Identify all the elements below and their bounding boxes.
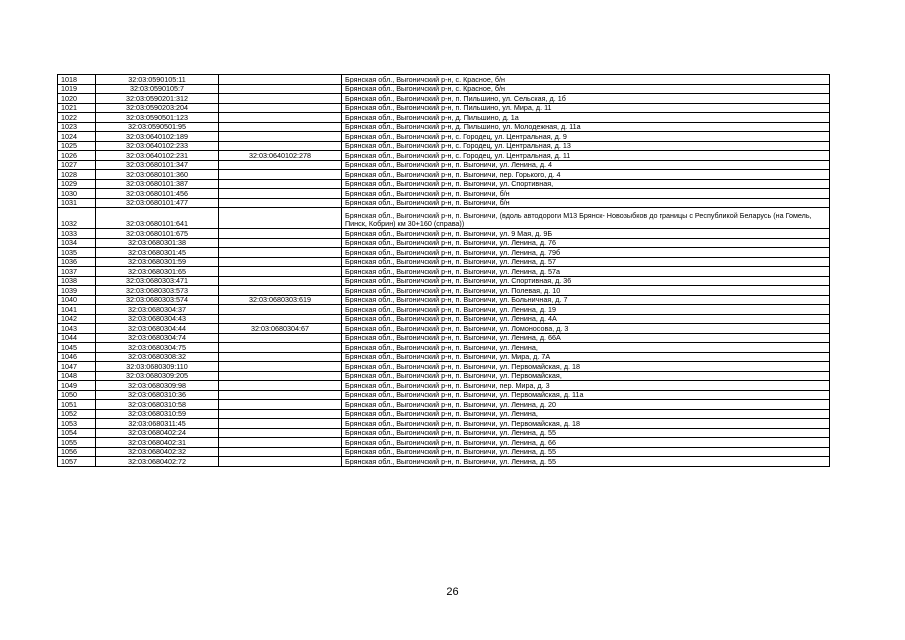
cadastral-number-cell: 32:03:0590105:11 [96,75,219,85]
cadastral-number-cell: 32:03:0680303:574 [96,295,219,305]
cadastral-number-cell: 32:03:0590105:7 [96,84,219,94]
address-cell: Брянская обл., Выгоничский р-н, п. Выгоничи, пер. Мира, д. 3 [342,381,830,391]
row-number-cell: 1056 [58,447,96,457]
cadastral-number-cell: 32:03:0680301:45 [96,248,219,258]
address-cell: Брянская обл., Выгоничский р-н, п. Выгоничи, ул. Ленина, д. 57а [342,267,830,277]
row-number-cell: 1039 [58,286,96,296]
address-cell: Брянская обл., Выгоничский р-н, д. Пильшино, д. 1а [342,113,830,123]
row-number-cell: 1042 [58,314,96,324]
linked-cadastral-number-cell [219,381,342,391]
linked-cadastral-number-cell [219,352,342,362]
address-cell: Брянская обл., Выгоничский р-н, с. Красное, б/н [342,84,830,94]
cadastral-number-cell: 32:03:0680310:36 [96,390,219,400]
cadastral-number-cell: 32:03:0680101:456 [96,189,219,199]
cadastral-number-cell: 32:03:0680310:59 [96,409,219,419]
table-row [58,141,830,151]
linked-cadastral-number-cell [219,238,342,248]
table-row [58,170,830,180]
cadastral-number-cell: 32:03:0680309:98 [96,381,219,391]
table-row [58,447,830,457]
row-number-cell: 1041 [58,305,96,315]
row-number-cell: 1031 [58,198,96,208]
linked-cadastral-number-cell: 32:03:0640102:278 [219,151,342,161]
row-number-cell: 1054 [58,428,96,438]
row-number-cell: 1025 [58,141,96,151]
linked-cadastral-number-cell [219,198,342,208]
address-cell: Брянская обл., Выгоничский р-н, п. Выгоничи, ул. Полевая, д. 10 [342,286,830,296]
cadastral-number-cell: 32:03:0680301:38 [96,238,219,248]
table-row [58,457,830,467]
table-row [58,132,830,142]
address-cell: Брянская обл., Выгоничский р-н, с. Городец, ул. Центральная, д. 11 [342,151,830,161]
row-number-cell: 1030 [58,189,96,199]
address-cell: Брянская обл., Выгоничский р-н, п. Выгоничи, ул. Ленина, д. 4 [342,160,830,170]
address-cell: Брянская обл., Выгоничский р-н, п. Выгоничи, ул. Ленина, д. 76 [342,238,830,248]
address-cell: Брянская обл., Выгоничский р-н, с. Красное, б/н [342,75,830,85]
cadastral-number-cell: 32:03:0590501:95 [96,122,219,132]
cadastral-number-cell: 32:03:0680311:45 [96,419,219,429]
cadastral-number-cell: 32:03:0680309:110 [96,362,219,372]
cadastral-number-cell: 32:03:0680402:72 [96,457,219,467]
row-number-cell: 1023 [58,122,96,132]
row-number-cell: 1047 [58,362,96,372]
table-row [58,390,830,400]
row-number-cell: 1022 [58,113,96,123]
address-cell: Брянская обл., Выгоничский р-н, п. Выгоничи, ул. Спортивная, [342,179,830,189]
table-row [58,257,830,267]
table-row [58,428,830,438]
address-cell: Брянская обл., Выгоничский р-н, п. Выгоничи, ул. Ленина, [342,409,830,419]
table-row [58,438,830,448]
table-row [58,238,830,248]
table-row [58,276,830,286]
linked-cadastral-number-cell [219,447,342,457]
linked-cadastral-number-cell [219,122,342,132]
row-number-cell: 1053 [58,419,96,429]
row-number-cell: 1040 [58,295,96,305]
linked-cadastral-number-cell [219,362,342,372]
address-cell: Брянская обл., Выгоничский р-н, п. Выгоничи, ул. Ленина, д. 57 [342,257,830,267]
linked-cadastral-number-cell [219,457,342,467]
address-cell: Брянская обл., Выгоничский р-н, п. Выгоничи, ул. Ленина, д. 19 [342,305,830,315]
cadastral-number-cell: 32:03:0680308:32 [96,352,219,362]
cadastral-number-cell: 32:03:0680310:58 [96,400,219,410]
table-row [58,286,830,296]
cadastral-number-cell: 32:03:0680304:75 [96,343,219,353]
linked-cadastral-number-cell [219,208,342,229]
address-cell: Брянская обл., Выгоничский р-н, п. Выгоничи, ул. Ленина, д. 55 [342,447,830,457]
table-row [58,84,830,94]
cadastral-number-cell: 32:03:0640102:233 [96,141,219,151]
address-cell: Брянская обл., Выгоничский р-н, п. Выгоничи, ул. Ленина, д. 20 [342,400,830,410]
address-cell: Брянская обл., Выгоничский р-н, п. Выгоничи, (вдоль автодороги М13 Брянск- Новозыбков до границы с Республикой Беларусь (на Гомель, Пинск, Кобрин) км 30+160 (справа)) [342,208,830,229]
address-cell: Брянская обл., Выгоничский р-н, п. Пильшино, ул. Сельская, д. 1б [342,94,830,104]
row-number-cell: 1018 [58,75,96,85]
address-cell: Брянская обл., Выгоничский р-н, п. Выгоничи, пер. Горького, д. 4 [342,170,830,180]
table-row [58,314,830,324]
row-number-cell: 1045 [58,343,96,353]
address-cell: Брянская обл., Выгоничский р-н, п. Выгоничи, б/н [342,189,830,199]
cadastral-number-cell: 32:03:0680101:477 [96,198,219,208]
address-cell: Брянская обл., Выгоничский р-н, п. Выгоничи, ул. Первомайская, д. 18 [342,419,830,429]
table-row [58,400,830,410]
address-cell: Брянская обл., Выгоничский р-н, п. Выгоничи, ул. Больничная, д. 7 [342,295,830,305]
table-row [58,208,830,229]
linked-cadastral-number-cell [219,257,342,267]
table-row [58,179,830,189]
row-number-cell: 1020 [58,94,96,104]
table-row [58,324,830,334]
address-cell: Брянская обл., Выгоничский р-н, п. Выгоничи, ул. Первомайская, [342,371,830,381]
cadastral-number-cell: 32:03:0640102:231 [96,151,219,161]
cadastral-number-cell: 32:03:0680304:44 [96,324,219,334]
cadastral-number-cell: 32:03:0590203:204 [96,103,219,113]
row-number-cell: 1055 [58,438,96,448]
row-number-cell: 1019 [58,84,96,94]
table-row [58,419,830,429]
address-cell: Брянская обл., Выгоничский р-н, с. Городец, ул. Центральная, д. 13 [342,141,830,151]
row-number-cell: 1050 [58,390,96,400]
table-row [58,295,830,305]
cadastral-number-cell: 32:03:0680303:573 [96,286,219,296]
row-number-cell: 1046 [58,352,96,362]
table-row [58,381,830,391]
row-number-cell: 1026 [58,151,96,161]
linked-cadastral-number-cell [219,314,342,324]
row-number-cell: 1033 [58,229,96,239]
cadastral-number-cell: 32:03:0680301:59 [96,257,219,267]
page-number: 26 [446,586,459,598]
address-cell: Брянская обл., Выгоничский р-н, п. Выгоничи, ул. Ленина, д. 66 [342,438,830,448]
linked-cadastral-number-cell [219,248,342,258]
table-row [58,362,830,372]
address-cell: Брянская обл., Выгоничский р-н, п. Выгоничи, ул. 9 Мая, д. 9Б [342,229,830,239]
cadastral-number-cell: 32:03:0640102:189 [96,132,219,142]
cadastral-number-cell: 32:03:0680304:37 [96,305,219,315]
cadastral-number-cell: 32:03:0590201:312 [96,94,219,104]
linked-cadastral-number-cell [219,94,342,104]
linked-cadastral-number-cell: 32:03:0680304:67 [219,324,342,334]
linked-cadastral-number-cell [219,343,342,353]
linked-cadastral-number-cell [219,390,342,400]
cadastral-number-cell: 32:03:0590501:123 [96,113,219,123]
address-cell: Брянская обл., Выгоничский р-н, п. Выгоничи, ул. Ленина, д. 4А [342,314,830,324]
linked-cadastral-number-cell [219,267,342,277]
table-row [58,122,830,132]
address-cell: Брянская обл., Выгоничский р-н, п. Выгоничи, ул. Ленина, д. 79б [342,248,830,258]
address-cell: Брянская обл., Выгоничский р-н, п. Выгоничи, ул. Ленина, д. 55 [342,457,830,467]
cadastral-number-cell: 32:03:0680304:43 [96,314,219,324]
linked-cadastral-number-cell [219,179,342,189]
row-number-cell: 1038 [58,276,96,286]
cadastral-number-cell: 32:03:0680303:471 [96,276,219,286]
row-number-cell: 1024 [58,132,96,142]
address-cell: Брянская обл., Выгоничский р-н, п. Выгоничи, ул. Ленина, д. 55 [342,428,830,438]
cadastral-number-cell: 32:03:0680101:387 [96,179,219,189]
row-number-cell: 1028 [58,170,96,180]
address-cell: Брянская обл., Выгоничский р-н, п. Выгоничи, ул. Мира, д. 7А [342,352,830,362]
table-row [58,198,830,208]
table-row [58,267,830,277]
table-row [58,333,830,343]
linked-cadastral-number-cell [219,305,342,315]
linked-cadastral-number-cell [219,132,342,142]
cadastral-number-cell: 32:03:0680101:347 [96,160,219,170]
linked-cadastral-number-cell [219,113,342,123]
row-number-cell: 1057 [58,457,96,467]
address-cell: Брянская обл., Выгоничский р-н, п. Пильшино, ул. Мира, д. 11 [342,103,830,113]
linked-cadastral-number-cell [219,400,342,410]
row-number-cell: 1048 [58,371,96,381]
linked-cadastral-number-cell [219,103,342,113]
row-number-cell: 1037 [58,267,96,277]
table-row [58,371,830,381]
linked-cadastral-number-cell [219,229,342,239]
row-number-cell: 1021 [58,103,96,113]
linked-cadastral-number-cell [219,170,342,180]
row-number-cell: 1035 [58,248,96,258]
cadastral-number-cell: 32:03:0680402:32 [96,447,219,457]
linked-cadastral-number-cell [219,75,342,85]
cadastral-number-cell: 32:03:0680304:74 [96,333,219,343]
table-body [58,75,830,467]
row-number-cell: 1034 [58,238,96,248]
address-cell: Брянская обл., Выгоничский р-н, п. Выгоничи, ул. Ленина, д. 66А [342,333,830,343]
table-row [58,343,830,353]
linked-cadastral-number-cell [219,438,342,448]
cadastral-number-cell: 32:03:0680101:360 [96,170,219,180]
address-cell: Брянская обл., Выгоничский р-н, п. Выгоничи, б/н [342,198,830,208]
cadastral-number-cell: 32:03:0680402:24 [96,428,219,438]
linked-cadastral-number-cell: 32:03:0680303:619 [219,295,342,305]
address-cell: Брянская обл., Выгоничский р-н, д. Пильшино, ул. Молодежная, д. 11а [342,122,830,132]
table-row [58,189,830,199]
table-row [58,103,830,113]
address-cell: Брянская обл., Выгоничский р-н, п. Выгоничи, ул. Ломоносова, д. 3 [342,324,830,334]
table-row [58,248,830,258]
cadastral-number-cell: 32:03:0680101:675 [96,229,219,239]
table-row [58,94,830,104]
row-number-cell: 1044 [58,333,96,343]
address-cell: Брянская обл., Выгоничский р-н, п. Выгоничи, ул. Спортивная, д. 36 [342,276,830,286]
row-number-cell: 1051 [58,400,96,410]
address-cell: Брянская обл., Выгоничский р-н, п. Выгоничи, ул. Ленина, [342,343,830,353]
cadastral-number-cell: 32:03:0680309:205 [96,371,219,381]
table-row [58,352,830,362]
linked-cadastral-number-cell [219,333,342,343]
row-number-cell: 1032 [58,208,96,229]
linked-cadastral-number-cell [219,84,342,94]
table-row [58,113,830,123]
table-row [58,229,830,239]
address-cell: Брянская обл., Выгоничский р-н, с. Городец, ул. Центральная, д. 9 [342,132,830,142]
property-register-table [57,74,830,467]
table-row [58,151,830,161]
linked-cadastral-number-cell [219,160,342,170]
row-number-cell: 1029 [58,179,96,189]
table-row [58,409,830,419]
row-number-cell: 1049 [58,381,96,391]
row-number-cell: 1027 [58,160,96,170]
row-number-cell: 1052 [58,409,96,419]
cadastral-number-cell: 32:03:0680402:31 [96,438,219,448]
linked-cadastral-number-cell [219,371,342,381]
linked-cadastral-number-cell [219,419,342,429]
linked-cadastral-number-cell [219,286,342,296]
row-number-cell: 1036 [58,257,96,267]
linked-cadastral-number-cell [219,276,342,286]
linked-cadastral-number-cell [219,428,342,438]
linked-cadastral-number-cell [219,189,342,199]
row-number-cell: 1043 [58,324,96,334]
table-row [58,160,830,170]
address-cell: Брянская обл., Выгоничский р-н, п. Выгоничи, ул. Первомайская, д. 18 [342,362,830,372]
linked-cadastral-number-cell [219,141,342,151]
address-cell: Брянская обл., Выгоничский р-н, п. Выгоничи, ул. Первомайская, д. 11а [342,390,830,400]
table-row [58,75,830,85]
table-row [58,305,830,315]
cadastral-number-cell: 32:03:0680101:641 [96,208,219,229]
cadastral-number-cell: 32:03:0680301:65 [96,267,219,277]
linked-cadastral-number-cell [219,409,342,419]
